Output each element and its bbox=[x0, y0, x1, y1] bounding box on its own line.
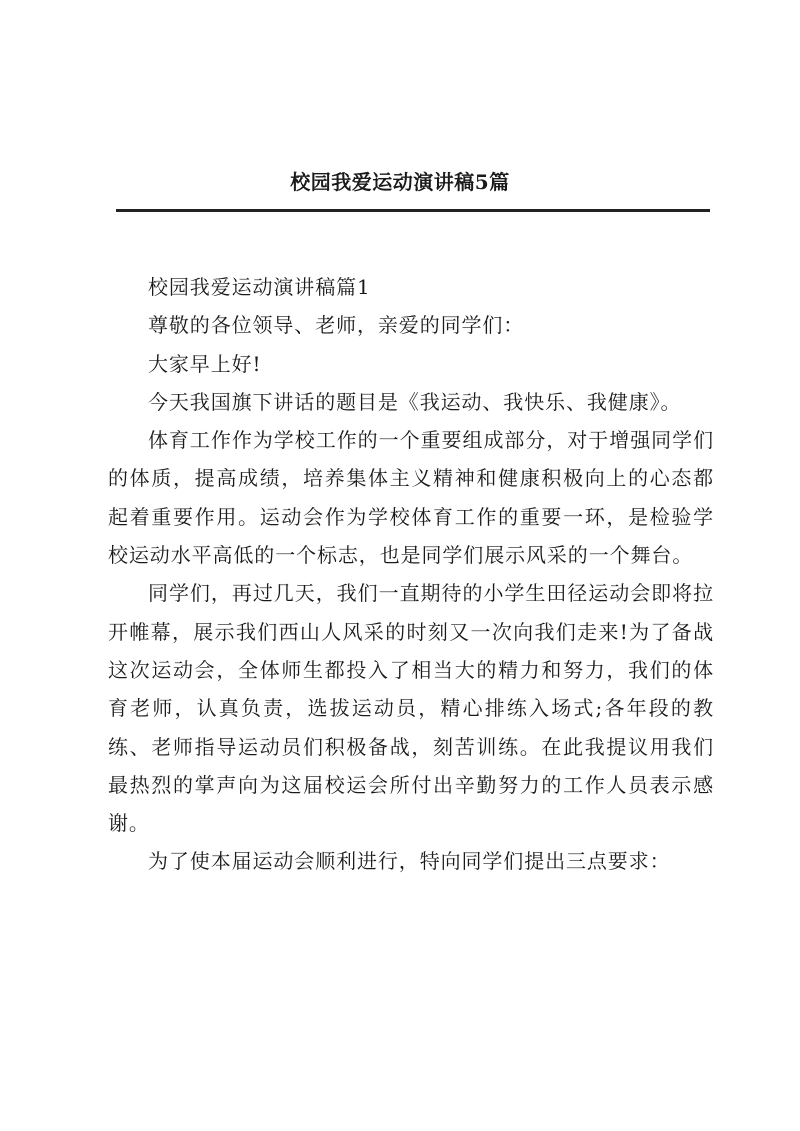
salutation: 尊敬的各位领导、老师，亲爱的同学们： bbox=[148, 313, 525, 338]
greeting: 大家早上好! bbox=[148, 351, 262, 376]
body-paragraph: 今天我国旗下讲话的题目是《我运动、我快乐、我健康》。 bbox=[148, 389, 682, 414]
body-paragraph: 体育工作作为学校工作的一个重要组成部分，对于增强同学们的体质，提高成绩，培养集体主义精神和健康积极向上的心态都起着重要作用。运动会作为学校体育工作的重要一环，是检验学校运动水平高低的一个标志，也是同学们展示风采的一个舞台。 bbox=[108, 428, 714, 568]
document-title: 校园我爱运动演讲稿5篇 bbox=[290, 170, 510, 194]
body-paragraph: 同学们，再过几天，我们一直期待的小学生田径运动会即将拉开帷幕，展示我们西山人风采的时刻又一次向我们走来!为了备战这次运动会，全体师生都投入了相当大的精力和努力，我们的体育老师，认真负责，选拔运动员，精心排练入场式;各年段的教练、老师指导运动员们积极备战，刻苦训练。在此我提议用我们最热烈的掌声向为这届校运会所付出辛勤努力的工作人员表示感谢。 bbox=[108, 581, 714, 836]
body-paragraph: 为了使本届运动会顺利进行，特向同学们提出三点要求： bbox=[148, 849, 671, 874]
title-divider bbox=[116, 209, 710, 212]
document-body bbox=[108, 268, 714, 881]
section-heading: 校园我爱运动演讲稿篇1 bbox=[148, 275, 371, 299]
